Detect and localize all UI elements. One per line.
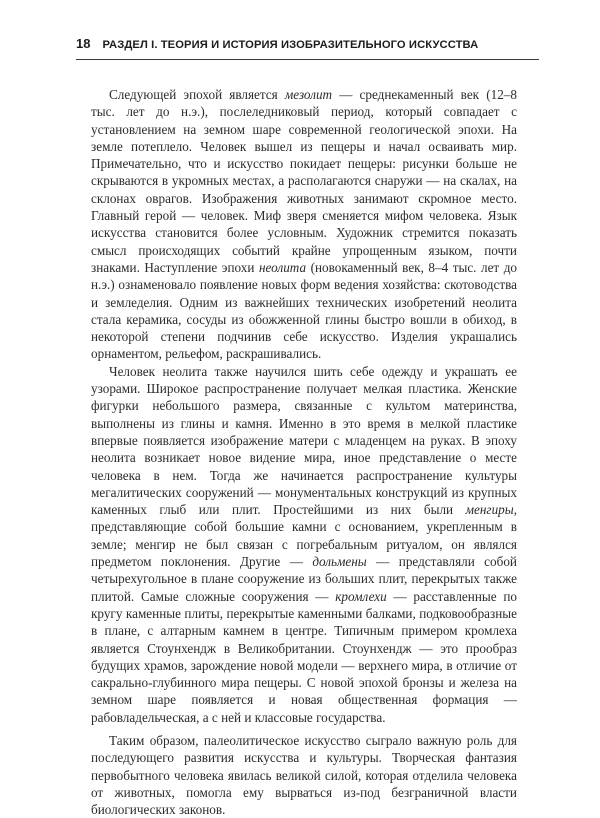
paragraph-neolithic-megaliths (91, 363, 517, 726)
paragraph-mesolithic (91, 86, 517, 363)
text-span: — расставленные по кругу каменные плиты, перекрытые каменными балками, подковообразные в плане, с алтарным камнем в центре. Типичным примером кромлеха является Стоунхендж в Великобритании. Стоунхендж — это прообраз будущих храмов, зарождение новой модели — верхнего мира, в отличие от сакрально-глубинного мира пещеры. С новой эпохой бронзы и железа на земном шаре появляется и новая общественная формация — рабовладельческая, а с ней и классовые государства. (91, 588, 518, 725)
text-span: Следующей эпохой является (109, 87, 285, 102)
text-span: — среднекаменный век (12–8 тыс. лет до н.э.), послеледниковый период, который совпадает с установлением на земном шаре современной геологической эпохи. На земле потеплело. Человек вышел из пещеры и начал осваивать мир. Примечательно, что и искусство покидает пещеры: рисунки больше не скрываются в укромных местах, а располагаются снаружи — на скалах, на склонах оврагов. Изображения животных занимают скромное место. Главный герой — человек. Миф зверя сменяется мифом человека. Язык искусства становится более условным. Художник стремится показать смысл происходящих событий крайне упрощенным языком, почти знаками. Наступление эпохи (91, 87, 517, 275)
term-menhirs: менгиры (465, 502, 514, 518)
body-text (91, 86, 517, 818)
running-head: РАЗДЕЛ I. ТЕОРИЯ И ИСТОРИЯ ИЗОБРАЗИТЕЛЬНОГО ИСКУССТВА (102, 39, 479, 51)
header-rule (76, 59, 539, 60)
term-mesolithic: мезолит (284, 87, 333, 102)
text-span: — представляли собой четырехугольное в плане сооружение из больших плит, перекрытых также плитой. Самые сложные сооружения — (91, 554, 517, 604)
text-span: Таким образом, палеолитическое искусство сыграло важную роль для последующего развития искусства и культуры. Творческая фантазия первобытного человека явилась великой силой, которая отделила человека от животных, помогла ему вырваться из-под безграничной власти биологических законов. (91, 732, 517, 818)
paragraph-conclusion (91, 732, 517, 818)
text-span: , представляющие собой большие камни с основанием, укрепленным в земле; менгир не был связан с погребальным ритуалом, он являлся предметом поклонения. Другие — (91, 502, 517, 570)
term-neolithic: неолита (258, 259, 307, 275)
text-span: Человек неолита также научился шить себе одежду и украшать ее узорами. Широкое распространение получает мелкая пластика. Женские фигурки небольшого размера, связанные с культом материнства, выполнены из глины и камня. Именно в это время в мелкой пластике впервые появляется изображение матери с младенцем на руках. В эпоху неолита возникает новое видение мира, иное представление о месте человека в нем. Тогда же начинается распространение культуры мегалитических сооружений — монументальных конструкций из крупных каменных глыб или плит. Простейшими из них были (91, 363, 517, 518)
page-number: 18 (76, 36, 91, 51)
text-span: (новокаменный век, 8–4 тыс. лет до н.э.) ознаменовало появление новых форм ведения хозяйства: скотоводства и земледелия. Одним из важнейших технических изобретений неолита стала керамика, сосуды из обожженной глины быстро вошли в обиход, в некоторой степени подчинив себе искусство. Изделия украшались орнаментом, рельефом, раскрашивались. (91, 259, 518, 362)
term-dolmens: дольмены (312, 554, 367, 570)
page-header (76, 36, 539, 56)
term-cromlechs: кромлехи (335, 588, 387, 604)
